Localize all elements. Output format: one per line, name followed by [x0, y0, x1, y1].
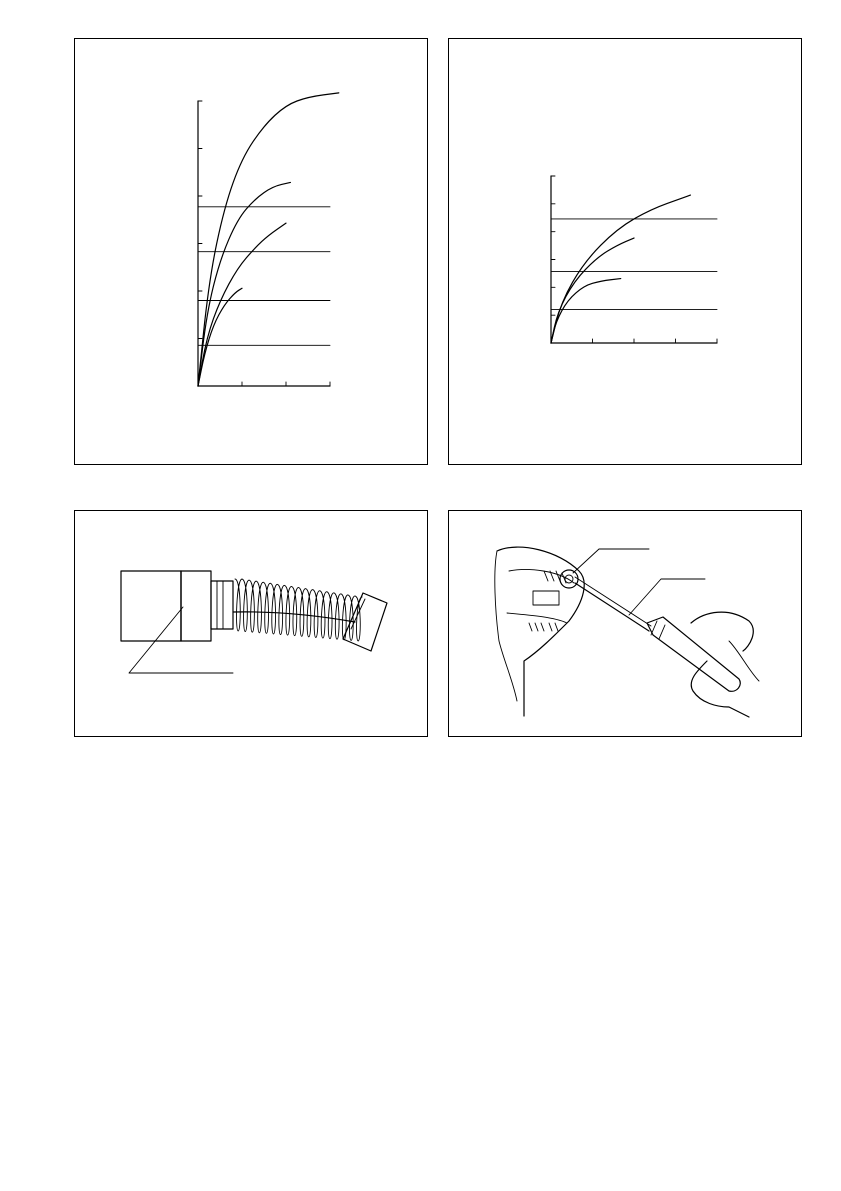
shunt-wire — [233, 612, 355, 622]
screwdriver-shaft — [575, 583, 649, 631]
series-curve-3 — [198, 223, 286, 386]
tool-housing — [497, 547, 584, 716]
chart-panel-right — [448, 38, 802, 465]
brush-body — [181, 571, 211, 641]
screwdriver-handle — [647, 617, 740, 691]
series-curve-2 — [198, 182, 290, 386]
cap-leader — [573, 549, 649, 573]
series-curve-1 — [198, 93, 339, 386]
torque-chart-right — [449, 39, 803, 466]
carbon-brush-panel — [74, 510, 428, 737]
brush-holder-cap — [560, 570, 578, 588]
carbon-brush-block — [121, 571, 181, 641]
screwdriver-leader — [629, 579, 705, 615]
series-curve-3 — [551, 279, 621, 343]
torque-chart-left — [75, 39, 429, 466]
housing-vent — [533, 591, 559, 605]
brush-terminal — [211, 581, 233, 629]
brush-spring — [235, 579, 362, 641]
carbon-brush-drawing — [75, 511, 429, 738]
series-curve-1 — [551, 195, 690, 343]
brush-cap-panel — [448, 510, 802, 737]
screwdriver-drawing — [449, 511, 803, 738]
chart-panel-left — [74, 38, 428, 465]
